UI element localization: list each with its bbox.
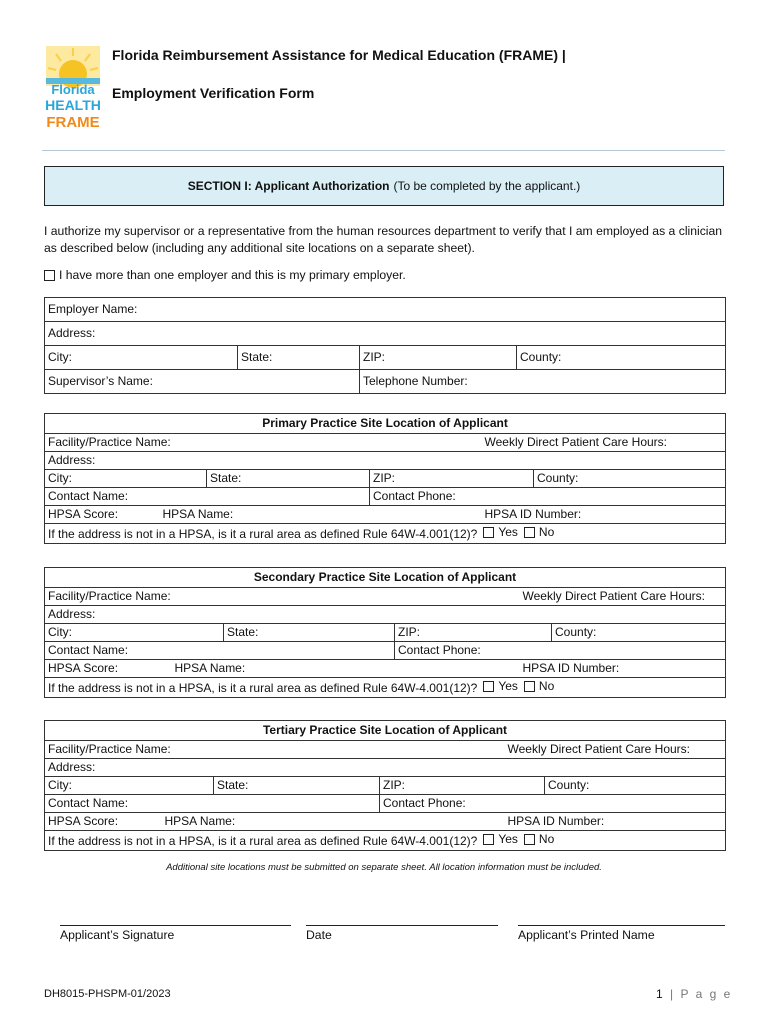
section-1-label: SECTION I: Applicant Authorization [187,179,390,193]
tertiary-zip-field[interactable]: ZIP: [380,777,545,795]
page-number: 1 [656,987,665,1001]
supervisor-name-field[interactable]: Supervisor’s Name: [45,370,360,394]
primary-address-field[interactable]: Address: [45,452,726,470]
tertiary-rural-yes-label: Yes [498,832,518,846]
page-indicator [656,987,732,1001]
secondary-rural-no-checkbox[interactable] [524,681,535,692]
logo-text-frame: FRAME [46,114,100,130]
page-label: | P a g e [670,987,733,1001]
signature-line[interactable] [60,925,291,926]
florida-health-frame-logo [42,44,104,130]
applicant-signature-label: Applicant’s Signature [60,928,175,942]
secondary-rural-no-label: No [538,679,555,693]
primary-rural-question [45,524,726,544]
form-id: DH8015-PHSPM-01/2023 [44,988,171,1000]
tertiary-rural-no-label: No [538,832,555,846]
secondary-state-field[interactable]: State: [224,624,395,642]
primary-employer-label: I have more than one employer and this is my primary employer. [59,268,406,282]
secondary-contact-name-field[interactable]: Contact Name: [45,642,395,660]
tertiary-contact-phone-field[interactable]: Contact Phone: [380,795,726,813]
secondary-facility-field[interactable]: Facility/Practice Name: [45,588,520,606]
primary-state-field[interactable]: State: [207,470,370,488]
tertiary-site-table [44,720,726,851]
secondary-zip-field[interactable]: ZIP: [395,624,552,642]
primary-facility-field[interactable]: Facility/Practice Name: [45,434,482,452]
employer-state-field[interactable]: State: [238,346,360,370]
secondary-county-field[interactable]: County: [552,624,726,642]
tertiary-rural-question [45,831,726,851]
logo-text-health: HEALTH [45,97,101,113]
printed-name-line[interactable] [518,925,725,926]
form-title-line2: Employment Verification Form [112,85,315,101]
additional-sites-note: Additional site locations must be submitted on separate sheet. All location information must be included. [166,862,602,873]
employer-county-field[interactable]: County: [517,346,726,370]
tertiary-facility-field[interactable]: Facility/Practice Name: [45,741,505,759]
tertiary-contact-name-field[interactable]: Contact Name: [45,795,380,813]
tertiary-city-field[interactable]: City: [45,777,214,795]
secondary-site-heading: Secondary Practice Site Location of Applicant [45,568,726,588]
primary-rural-no-label: No [538,525,555,539]
primary-contact-phone-field[interactable]: Contact Phone: [370,488,726,506]
secondary-rural-question [45,678,726,698]
authorization-text: I authorize my supervisor or a representative from the human resources department to verify that I am employed as a clinician as described below (including any additional site locations on a separate sheet). [44,224,723,255]
primary-rural-yes-label: Yes [498,525,518,539]
primary-rural-label: If the address is not in a HPSA, is it a rural area as defined Rule 64W-4.001(12)? [48,527,478,541]
employer-zip-field[interactable]: ZIP: [360,346,517,370]
primary-site-heading: Primary Practice Site Location of Applicant [45,414,726,434]
primary-contact-name-field[interactable]: Contact Name: [45,488,370,506]
tertiary-rural-label: If the address is not in a HPSA, is it a rural area as defined Rule 64W-4.001(12)? [48,834,478,848]
telephone-number-field[interactable]: Telephone Number: [360,370,726,394]
tertiary-address-field[interactable]: Address: [45,759,726,777]
primary-county-field[interactable]: County: [534,470,726,488]
secondary-rural-label: If the address is not in a HPSA, is it a rural area as defined Rule 64W-4.001(12)? [48,681,478,695]
tertiary-state-field[interactable]: State: [214,777,380,795]
employer-table [44,297,726,394]
tertiary-site-heading: Tertiary Practice Site Location of Applicant [45,721,726,741]
secondary-city-field[interactable]: City: [45,624,224,642]
primary-zip-field[interactable]: ZIP: [370,470,534,488]
tertiary-rural-yes-checkbox[interactable] [483,834,494,845]
secondary-contact-phone-field[interactable]: Contact Phone: [395,642,726,660]
primary-rural-yes-checkbox[interactable] [483,527,494,538]
primary-rural-no-checkbox[interactable] [524,527,535,538]
tertiary-hpsa-id-field[interactable]: HPSA ID Number: [505,813,726,831]
tertiary-county-field[interactable]: County: [545,777,726,795]
tertiary-hpsa-name-field[interactable]: HPSA Name: [162,813,505,831]
form-title-line1: Florida Reimbursement Assistance for Medical Education (FRAME) | [112,47,566,63]
logo-text-florida: Florida [51,82,95,97]
primary-employer-option[interactable] [44,268,406,282]
tertiary-rural-no-checkbox[interactable] [524,834,535,845]
section-1-header [44,166,724,206]
secondary-hpsa-score-field[interactable]: HPSA Score: [45,660,172,678]
secondary-hours-field[interactable]: Weekly Direct Patient Care Hours: [520,588,726,606]
secondary-site-table [44,567,726,698]
secondary-hpsa-name-field[interactable]: HPSA Name: [172,660,520,678]
date-label: Date [306,928,332,942]
section-1-note: (To be completed by the applicant.) [393,179,581,193]
primary-hpsa-id-field[interactable]: HPSA ID Number: [482,506,726,524]
employer-city-field[interactable]: City: [45,346,238,370]
primary-hpsa-score-field[interactable]: HPSA Score: [45,506,160,524]
secondary-rural-yes-label: Yes [498,679,518,693]
printed-name-label: Applicant’s Printed Name [518,928,655,942]
secondary-rural-yes-checkbox[interactable] [483,681,494,692]
primary-city-field[interactable]: City: [45,470,207,488]
primary-hpsa-name-field[interactable]: HPSA Name: [160,506,482,524]
employer-name-field[interactable]: Employer Name: [45,298,726,322]
primary-employer-checkbox[interactable] [44,270,55,281]
tertiary-hours-field[interactable]: Weekly Direct Patient Care Hours: [505,741,726,759]
secondary-hpsa-id-field[interactable]: HPSA ID Number: [520,660,726,678]
header-divider [42,150,725,151]
tertiary-hpsa-score-field[interactable]: HPSA Score: [45,813,162,831]
primary-hours-field[interactable]: Weekly Direct Patient Care Hours: [482,434,726,452]
employer-address-field[interactable]: Address: [45,322,726,346]
primary-site-table [44,413,726,544]
date-line[interactable] [306,925,498,926]
secondary-address-field[interactable]: Address: [45,606,726,624]
